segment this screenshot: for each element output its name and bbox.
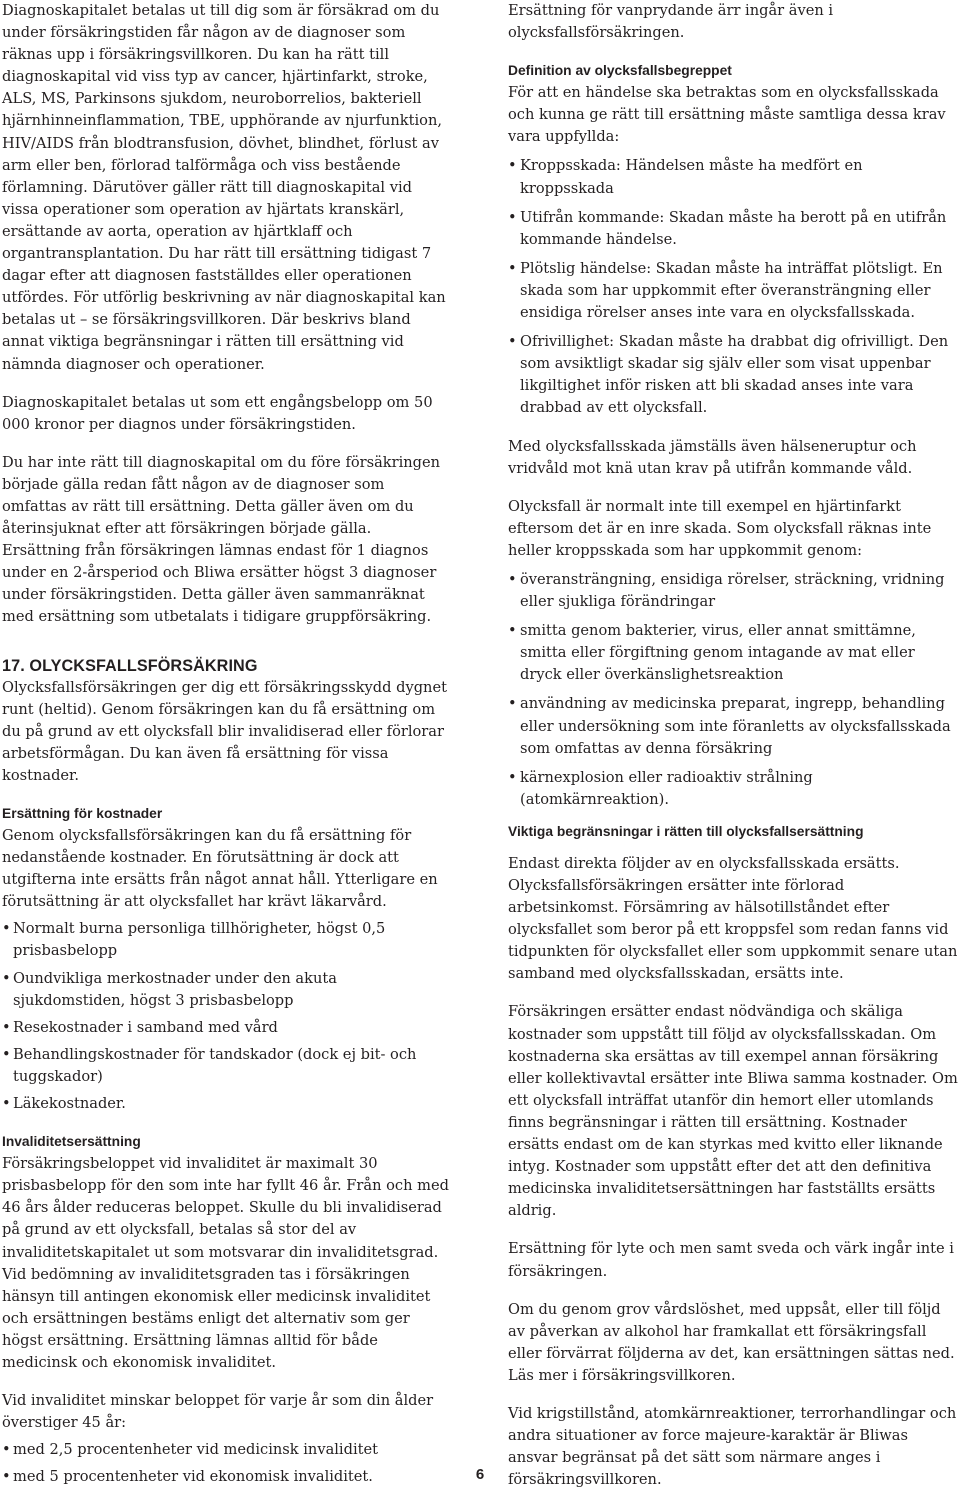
list-item <box>508 258 958 324</box>
list-item-text: kärnexplosion eller radioaktiv strålning (atomkärnreaktion). <box>520 768 813 808</box>
diagnoskapital-amount-paragraph: Diagnoskapitalet betalas ut som ett engångsbelopp om 50 000 kronor per diagnos under försäkringstiden. <box>2 393 433 433</box>
begransningar-heading: Viktiga begränsningar i rätten till olycksfallsersättning <box>508 823 864 839</box>
bullet-icon: • <box>508 695 517 713</box>
list-item <box>2 1093 452 1115</box>
list-item <box>508 693 958 759</box>
halsenaruptur-paragraph: Med olycksfallsskada jämställs även hälseneruptur och vridvåld mot knä utan krav på utifrån kommande våld. <box>508 437 917 477</box>
invaliditet-reduction-paragraph: Vid invaliditet minskar beloppet för varje år som din ålder överstiger 45 år: <box>2 1392 434 1432</box>
list-item <box>2 1044 452 1088</box>
left-column <box>2 0 452 1488</box>
bullet-icon: • <box>508 208 517 226</box>
list-item <box>2 1439 452 1461</box>
list-item <box>2 1017 452 1039</box>
diagnoskapital-paragraph: Diagnoskapitalet betalas ut till dig som är försäkrad om du under försäkringstiden får någon av de diagnoser som räknas upp i försäkringsvillkoren. Du kan ha rätt till diagnoskapital vid viss typ av cancer, hjärtinfarkt, stroke, ALS, MS, Parkinsons sjukdom, neuroborrelios, bakteriell hjärnhinneinflammation, TBE, upphörande av njurfunktion, HIV/AIDS från blodtransfusion, dövhet, blindhet, förlust av arm eller ben, förlorad talförmåga och viss bestående förlamning. Därutöver gäller rätt till diagnoskapital vid vissa operationer som operation av hjärtats kranskärl, ersättande av aorta, operation av hjärtklaff och organtransplantation. Du har rätt till ersättning tidigast 7 dagar efter att diagnosen fastställdes eller operationen utfördes. För utförlig beskrivning av när diagnoskapital kan betalas ut – se försäkringsvillkoren. Där beskrivs bland annat viktiga begränsningar i rätten till ersättning vid nämnda diagnoser och operationer. <box>2 2 446 373</box>
list-item <box>2 1466 452 1488</box>
list-item <box>2 918 452 962</box>
list-item <box>508 155 958 199</box>
invaliditet-heading: Invaliditetsersättning <box>2 1134 141 1150</box>
bullet-icon: • <box>508 259 517 277</box>
right-column <box>508 0 958 1491</box>
list-item-text: Plötslig händelse: Skadan måste ha inträffat plötsligt. En skada som har uppkommit efter överansträngning eller ensidiga rörelser anses inte vara en olycksfallsskada. <box>520 259 943 322</box>
section-heading: 17. OLYCKSFALLSFÖRSÄKRING <box>2 656 258 675</box>
vardsloshet-paragraph: Om du genom grov vårdslöshet, med uppsåt, eller till följd av påverkan av alkohol har framkallat ett försäkringsfall eller förvärrat följderna av det, kan ersättningen sättas ned. Läs mer i försäkringsvillkoren. <box>508 1300 955 1384</box>
direkta-foljder-paragraph: Endast direkta följder av en olycksfallsskada ersätts. Olycksfallsförsäkringen ersätter inte förlorad arbetsinkomst. Försämring av hälsotillståndet efter olycksfallet som beror på ett kroppsfel som redan fanns vid tidpunkten för olycksfallet eller som uppkommit senare utan samband med olycksfallsskadan, ersätts inte. <box>508 854 958 983</box>
list-item-text: Normalt burna personliga tillhörigheter, högst 0,5 prisbasbelopp <box>13 920 386 960</box>
list-item-text: smitta genom bakterier, virus, eller annat smittämne, smitta eller förgiftning genom intagande av mat eller dryck eller överkänslighetsreaktion <box>520 622 916 684</box>
bullet-icon: • <box>2 1441 11 1459</box>
list-item <box>508 331 958 419</box>
kostnader-paragraph: Genom olycksfallsförsäkringen kan du få ersättning för nedanstående kostnader. En förutsättning är dock att utgifterna inte ersätts från något annat håll. Ytterligare en förutsättning är att olycksfallet har krävt läkarvård. <box>2 827 438 911</box>
bullet-icon: • <box>508 570 517 588</box>
list-item <box>508 767 958 811</box>
list-item-text: Kroppsskada: Händelsen måste ha medfört en kroppsskada <box>520 157 863 197</box>
bullet-icon: • <box>2 969 11 987</box>
diagnoskapital-exclusion-paragraph: Du har inte rätt till diagnoskapital om du före försäkringen började gälla redan fått någon av de diagnoser som omfattas av rätt till ersättning. Detta gäller även om du återinsjuknat efter att försäkringen började gälla. Ersättning från försäkringen lämnas endast för 1 diagnos under en 2-årsperiod och Bliwa ersätter högst 3 diagnoser under försäkringstiden. Detta gäller även sammanräknat med ersättning som utbetalats i tidigare gruppförsäkring. <box>2 453 441 626</box>
list-item <box>508 569 958 613</box>
criteria-list <box>508 155 958 419</box>
bullet-icon: • <box>508 768 517 786</box>
definition-paragraph: För att en händelse ska betraktas som en olycksfallsskada och kunna ge rätt till ersättning måste samtliga dessa krav vara uppfyllda: <box>508 84 946 146</box>
arr-paragraph: Ersättning för vanprydande ärr ingår även i olycksfallsförsäkringen. <box>508 2 834 42</box>
list-item-text: med 2,5 procentenheter vid medicinsk invaliditet <box>13 1441 378 1459</box>
lyte-och-men-paragraph: Ersättning för lyte och men samt sveda och värk ingår inte i försäkringen. <box>508 1240 954 1280</box>
list-item-text: överansträngning, ensidiga rörelser, sträckning, vridning eller sjukliga förändringar <box>520 570 945 611</box>
reduction-list <box>2 1439 452 1488</box>
bullet-icon: • <box>2 1018 11 1036</box>
bullet-icon: • <box>2 1045 11 1063</box>
list-item <box>2 968 452 1012</box>
page-number: 6 <box>475 1466 485 1483</box>
list-item-text: Ofrivillighet: Skadan måste ha drabbat dig ofrivilligt. Den som avsiktligt skadar sig själv eller som visat uppenbar likgiltighet inför risken att bli skadad anses inte vara drabbad av ett olycksfall. <box>520 333 949 417</box>
exclusion-list <box>508 569 958 811</box>
bullet-icon: • <box>508 333 517 351</box>
cost-list <box>2 918 452 1115</box>
bullet-icon: • <box>508 157 517 175</box>
bullet-icon: • <box>508 622 517 640</box>
list-item-text: Utifrån kommande: Skadan måste ha berott på en utifrån kommande händelse. <box>520 208 947 248</box>
list-item-text: Behandlingskostnader för tandskador (dock ej bit- och tuggskador) <box>13 1045 417 1085</box>
list-item <box>508 207 958 251</box>
inte-olycksfall-paragraph: Olycksfall är normalt inte till exempel en hjärtinfarkt eftersom det är en inre skada. Som olycksfall räknas inte heller kroppsskada som har uppkommit genom: <box>508 497 932 559</box>
invaliditet-paragraph: Försäkringsbeloppet vid invaliditet är maximalt 30 prisbasbelopp för den som inte har fyllt 46 år. Från och med 46 års ålder reduceras beloppet. Skulle du bli invalidiserad på grund av ett olycksfall, betalas så stor del av invaliditetskapitalet ut som motsvarar din invaliditetsgrad. Vid bedömning av invaliditetsgraden tas i försäkringen hänsyn till antingen ekonomisk eller medicinsk invaliditet och ersättningen bestäms enligt det alternativ som ger högst ersättning. Ersättning lämnas alltid för både medicinsk och ekonomisk invaliditet. <box>2 1155 449 1371</box>
bullet-icon: • <box>2 920 11 938</box>
list-item-text: användning av medicinska preparat, ingrepp, behandling eller undersökning som inte föranletts av olycksfallsskada som omfattas av denna försäkring <box>520 695 951 757</box>
list-item-text: med 5 procentenheter vid ekonomisk invaliditet. <box>13 1468 373 1486</box>
bullet-icon: • <box>2 1468 11 1486</box>
kostnader-ersatts-paragraph: Försäkringen ersätter endast nödvändiga och skäliga kostnader som uppstått till följd av olycksfallsskadan. Om kostnaderna ska ersättas av till exempel annan försäkring eller kollektivavtal ersätter inte Bliwa samma kostnader. Om ett olycksfall inträffat utanför din hemort eller utomlands finns begränsningar i rätten till ersättning. Kostnader ersätts endast om de kan styrkas med kvitto eller liknande intyg. Kostnader som uppstått efter det att den definitiva medicinska invaliditetsersättningen har fastställts ersätts aldrig. <box>508 1003 958 1220</box>
list-item <box>508 620 958 686</box>
list-item-text: Oundvikliga merkostnader under den akuta sjukdomstiden, högst 3 prisbasbelopp <box>13 969 337 1009</box>
list-item-text: Läkekostnader. <box>13 1095 126 1113</box>
bullet-icon: • <box>2 1095 11 1113</box>
definition-heading: Definition av olycksfallsbegreppet <box>508 63 732 79</box>
olycksfall-intro-paragraph: Olycksfallsförsäkringen ger dig ett försäkringsskydd dygnet runt (heltid). Genom försäkringen kan du få ersättning om du på grund av ett olycksfall blir invalidiserad eller förlorar arbetsförmågan. Du kan även få ersättning för vissa kostnader. <box>2 678 447 784</box>
force-majeure-paragraph: Vid krigstillstånd, atomkärnreaktioner, terrorhandlingar och andra situationer av force majeure-karaktär är Bliwas ansvar begränsat på det sätt som närmare anges i försäkringsvillkoren. <box>508 1404 957 1489</box>
list-item-text: Resekostnader i samband med vård <box>13 1018 278 1036</box>
kostnader-heading: Ersättning för kostnader <box>2 806 163 821</box>
